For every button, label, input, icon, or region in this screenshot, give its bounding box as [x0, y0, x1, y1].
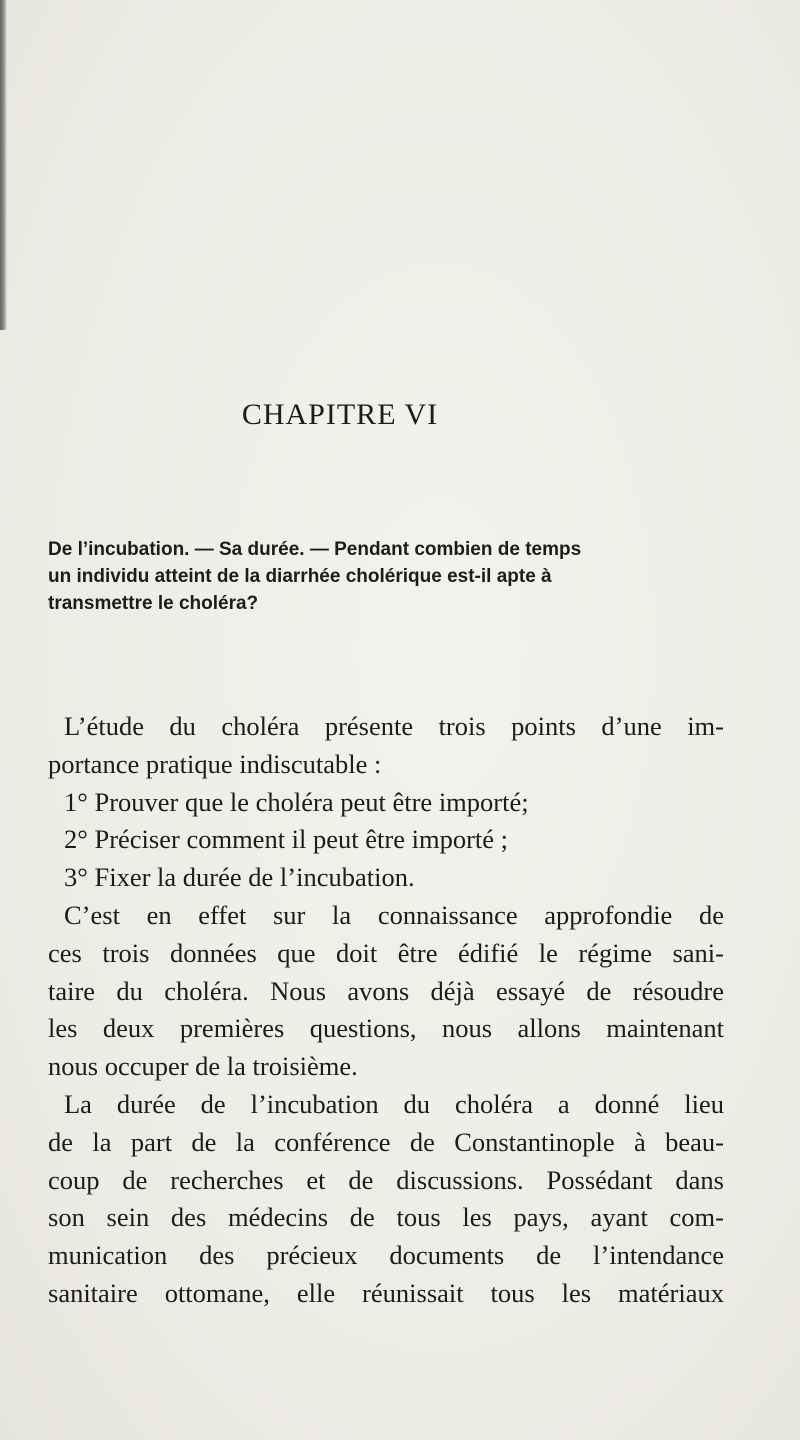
paragraph-line: nous occuper de la troisième.: [48, 1051, 358, 1082]
paragraph-line: coup de recherches et de discussions. Possédant dans: [48, 1164, 724, 1195]
paragraph-line: ces trois données que doit être édifié le régime sani-: [48, 937, 724, 968]
paragraph-line: son sein des médecins de tous les pays, ayant com-: [48, 1202, 724, 1233]
list-item: 3° Fixer la durée de l’incubation.: [64, 862, 415, 893]
summary-line: transmettre le choléra?: [48, 593, 259, 614]
paragraph-line: les deux premières questions, nous allons maintenant: [48, 1013, 724, 1044]
chapter-title: CHAPITRE VI: [241, 398, 439, 431]
chapter-summary: [48, 536, 668, 617]
paragraph-line: portance pratique indiscutable :: [48, 748, 382, 779]
paragraph-line: C’est en effet sur la connaissance approfondie de: [64, 899, 724, 930]
page-binding-edge: [0, 0, 7, 330]
list-item: 2° Préciser comment il peut être importé ;: [64, 824, 509, 855]
body-text: [48, 708, 724, 1313]
paragraph-line: taire du choléra. Nous avons déjà essayé de résoudre: [48, 975, 724, 1006]
paragraph-line: munication des précieux documents de l’intendance: [48, 1240, 724, 1271]
summary-line: De l’incubation. — Sa durée. — Pendant combien de temps: [48, 539, 582, 560]
paragraph-line: La durée de l’incubation du choléra a donné lieu: [64, 1088, 724, 1119]
list-item: 1° Prouver que le choléra peut être importé;: [64, 786, 529, 817]
paragraph-line: L’étude du choléra présente trois points d’une im-: [64, 711, 724, 741]
paragraph-line: de la part de la conférence de Constantinople à beau-: [48, 1126, 724, 1157]
summary-line: un individu atteint de la diarrhée cholérique est-il apte à: [48, 566, 552, 587]
paragraph-line: sanitaire ottomane, elle réunissait tous les matériaux: [48, 1277, 724, 1308]
